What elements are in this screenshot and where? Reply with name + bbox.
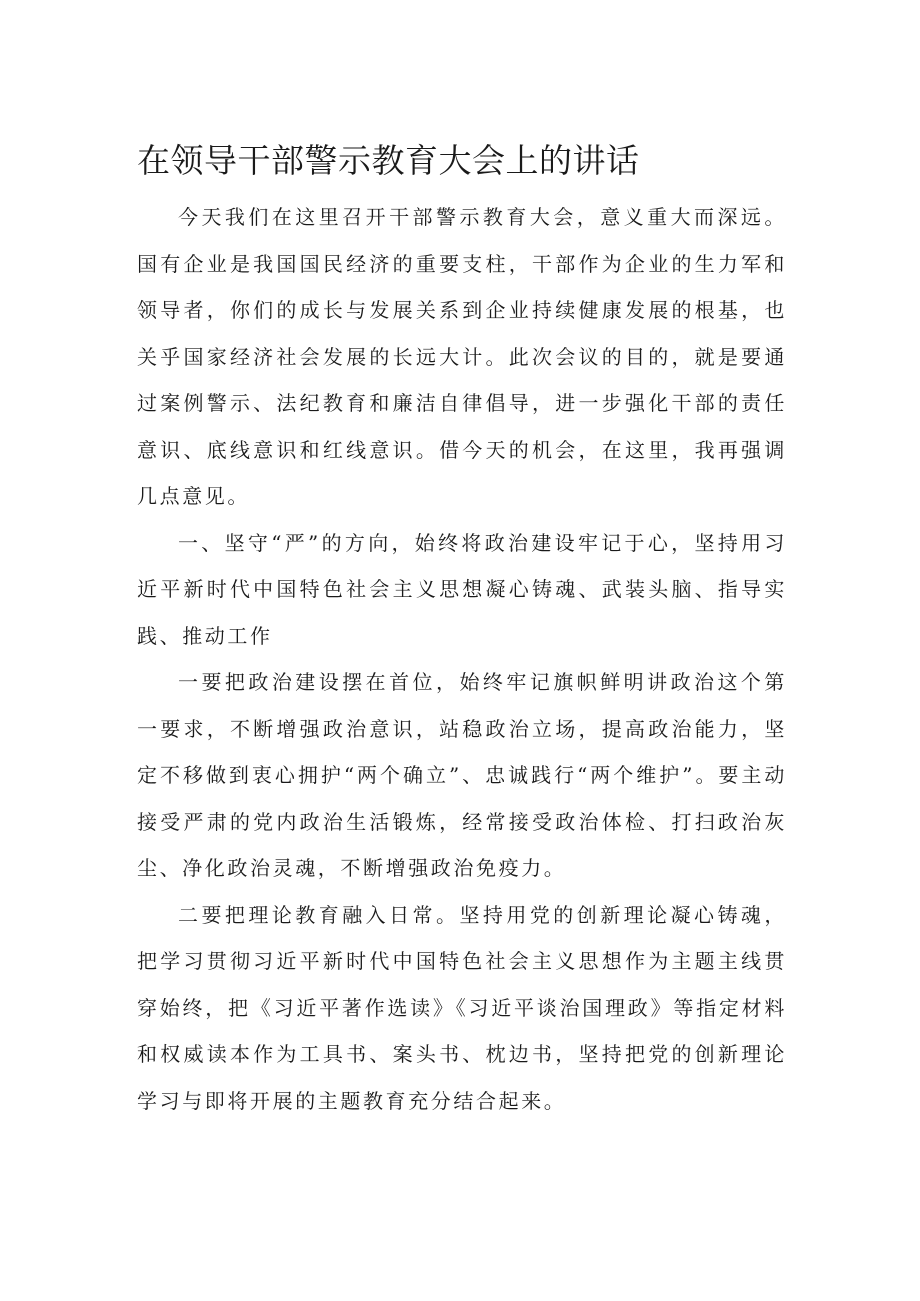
document-title: 在领导干部警示教育大会上的讲话	[137, 141, 640, 180]
paragraph-point-1: 一要把政治建设摆在首位，始终牢记旗帜鲜明讲政治这个第一要求，不断增强政治意识，站稳政治立场，提高政治能力，坚定不移做到衷心拥护“两个确立”、忠诚践行“两个维护”。要主动接受严肃的党内政治生活锻炼，经常接受政治体检、打扫政治灰尘、净化政治灵魂，不断增强政治免疫力。	[137, 670, 787, 880]
paragraph-point-2: 二要把理论教育融入日常。坚持用党的创新理论凝心铸魂，把学习贯彻习近平新时代中国特色社会主义思想作为主题主线贯穿始终，把《习近平著作选读》《习近平谈治国理政》等指定材料和权威读本作为工具书、案头书、枕边书，坚持把党的创新理论学习与即将开展的主题教育充分结合起来。	[137, 902, 787, 1113]
paragraph-intro: 今天我们在这里召开干部警示教育大会，意义重大而深远。国有企业是我国国民经济的重要支柱，干部作为企业的生力军和领导者，你们的成长与发展关系到企业持续健康发展的根基，也关乎国家经济社会发展的长远大计。此次会议的目的，就是要通过案例警示、法纪教育和廉洁自律倡导，进一步强化干部的责任意识、底线意识和红线意识。借今天的机会，在这里，我再强调几点意见。	[137, 205, 787, 508]
document-body	[137, 194, 787, 1124]
paragraph-section-heading-1: 一、坚守“严”的方向，始终将政治建设牢记于心，坚持用习近平新时代中国特色社会主义思想凝心铸魂、武装头脑、指导实践、推动工作	[137, 530, 787, 648]
